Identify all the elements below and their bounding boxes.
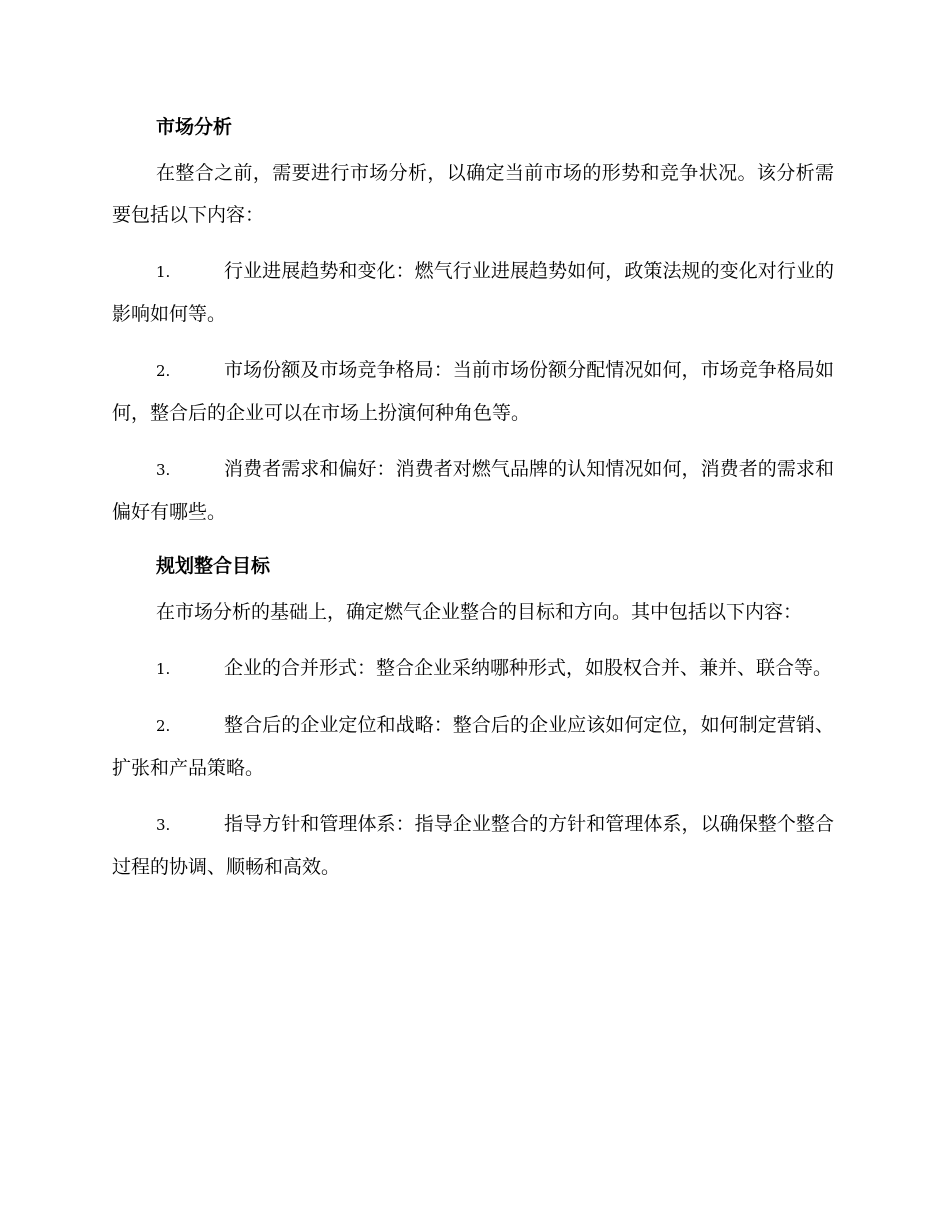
list-item <box>112 803 834 888</box>
list-item <box>112 250 834 335</box>
list-item <box>112 349 834 434</box>
list-number: 1. <box>156 263 171 281</box>
section-heading-integration-goals: 规划整合目标 <box>156 555 271 577</box>
list-text: 整合后的企业定位和战略：整合后的企业应该如何定位，如何制定营销、扩张和产品策略。 <box>112 714 834 779</box>
list-text: 行业进展趋势和变化：燃气行业进展趋势如何，政策法规的变化对行业的影响如何等。 <box>112 260 834 325</box>
document-body <box>112 108 834 902</box>
list-text: 市场份额及市场竞争格局：当前市场份额分配情况如何，市场竞争格局如何，整合后的企业可以在市场上扮演何种角色等。 <box>112 359 834 424</box>
list-item <box>112 647 834 690</box>
list-text: 企业的合并形式：整合企业采纳哪种形式，如股权合并、兼并、联合等。 <box>224 657 833 679</box>
list-number: 2. <box>156 362 171 380</box>
section-intro-integration-goals: 在市场分析的基础上，确定燃气企业整合的目标和方向。其中包括以下内容： <box>156 601 803 623</box>
list-text: 消费者需求和偏好：消费者对燃气品牌的认知情况如何，消费者的需求和偏好有哪些。 <box>112 458 834 523</box>
section-heading-market-analysis: 市场分析 <box>156 116 233 138</box>
list-number: 2. <box>156 717 171 735</box>
list-number: 3. <box>156 816 171 834</box>
list-number: 3. <box>156 461 171 479</box>
list-text: 指导方针和管理体系：指导企业整合的方针和管理体系，以确保整个整合过程的协调、顺畅和高效。 <box>112 813 834 878</box>
list-item <box>112 448 834 533</box>
list-item <box>112 704 834 789</box>
section-intro-market-analysis: 在整合之前，需要进行市场分析，以确定当前市场的形势和竞争状况。该分析需要包括以下内容： <box>112 162 834 226</box>
list-number: 1. <box>156 660 171 678</box>
